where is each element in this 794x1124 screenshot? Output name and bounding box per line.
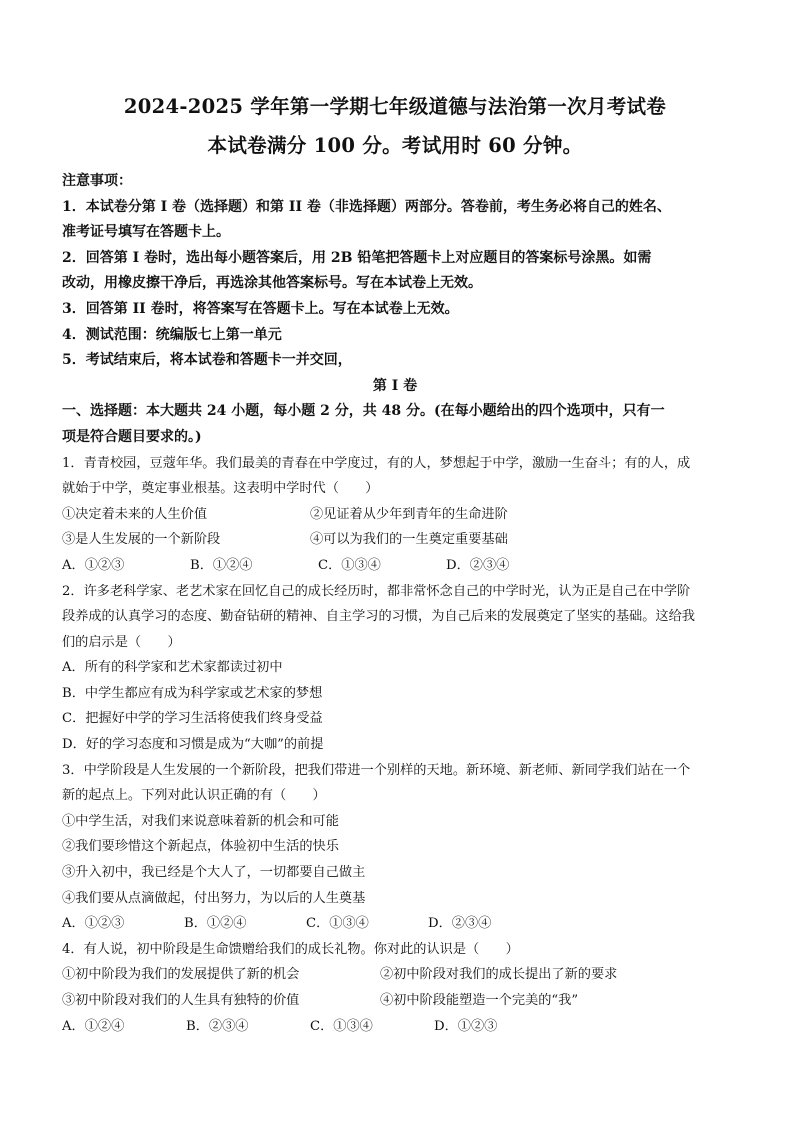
answer-option: C．①③④: [306, 916, 369, 932]
answer-options: [62, 911, 728, 937]
question-item: ②见证着从少年到青年的生命进阶: [310, 506, 508, 522]
question-stem: 们的启示是（ ）: [62, 634, 181, 650]
answer-option: C．①③④: [310, 1018, 373, 1034]
answer-options: [62, 553, 728, 579]
notes-block: [62, 169, 728, 374]
answer-option: B．中学生都应有成为科学家或艺术家的梦想: [62, 685, 323, 701]
page-subtitle: 本试卷满分 100 分。考试用时 60 分钟。: [207, 134, 583, 157]
question-item: ①中学生活，对我们来说意味着新的机会和可能: [62, 813, 339, 829]
answer-option: C．①③④: [318, 557, 381, 573]
notes-line: 1．本试卷分第 I 卷（选择题）和第 II 卷（非选择题）两部分。答卷前，考生务必将自己的姓名、: [62, 198, 671, 215]
question-stem: 新的起点上。下列对此认识正确的有（ ）: [62, 788, 326, 804]
notes-line: 准考证号填写在答题卡上。: [62, 224, 230, 241]
notes-line: 改动，用橡皮擦干净后，再选涂其他答案标号。写在本试卷上无效。: [62, 275, 482, 292]
question-item: ②初中阶段对我们的成长提出了新的要求: [380, 967, 618, 983]
question-items-row: [62, 962, 728, 988]
question-stem: 4．有人说，初中阶段是生命馈赠给我们的成长礼物。你对此的认识是（ ）: [62, 941, 519, 957]
page-title: 2024-2025 学年第一学期七年级道德与法治第一次月考试卷: [123, 95, 667, 118]
section-label: 第 I 卷: [372, 377, 418, 394]
question-items-row: [62, 988, 728, 1014]
question-2: [62, 579, 728, 758]
notes-line: 3．回答第 II 卷时，将答案写在答题卡上。写在本试卷上无效。: [62, 300, 459, 317]
question-stem: 3．中学阶段是人生发展的一个新阶段，把我们带进一个别样的天地。新环境、新老师、新同学我们站在一个: [62, 762, 691, 778]
answer-option: B．①②④: [184, 916, 247, 932]
question-items-row: [62, 527, 728, 553]
answer-option: D．②③④: [446, 557, 510, 573]
question-item: ④我们要从点滴做起，付出努力，为以后的人生奠基: [62, 890, 366, 906]
question-item: ①决定着未来的人生价值: [62, 506, 208, 522]
notes-heading: 注意事项：: [62, 173, 132, 189]
section-intro: 一、选择题：本大题共 24 小题，每小题 2 分，共 48 分。(在每小题给出的四个选项中，只有一: [62, 403, 665, 420]
answer-option: D．好的学习态度和习惯是成为“大咖”的前提: [62, 737, 324, 753]
question-item: ③初中阶段对我们的人生具有独特的价值: [62, 993, 300, 1008]
answer-option: D．②③④: [428, 916, 492, 932]
question-item: ①初中阶段为我们的发展提供了新的机会: [62, 967, 300, 983]
answer-option: A．①②④: [62, 1018, 125, 1034]
answer-option: A．所有的科学家和艺术家都读过初中: [62, 660, 283, 676]
question-item: ③升入初中，我已经是个大人了，一切都要自己做主: [62, 865, 366, 881]
question-stem: 段养成的认真学习的态度、勤奋钻研的精神、自主学习的习惯，为自己后来的发展奠定了坚实的基础。这给我: [62, 609, 695, 625]
question-stem: 就始于中学，奠定事业根基。这表明中学时代（ ）: [62, 481, 379, 497]
question-stem: 1．青青校园，豆蔻年华。我们最美的青春在中学度过，有的人，梦想起于中学，激励一生奋斗；有的人，成: [62, 455, 691, 471]
question-1: [62, 451, 728, 579]
answer-option: D．①②③: [434, 1018, 498, 1034]
question-item: ②我们要珍惜这个新起点，体验初中生活的快乐: [62, 839, 339, 855]
notes-line: 5．考试结束后，将本试卷和答题卡一并交回，: [62, 352, 352, 369]
answer-option: A．①②③: [62, 557, 125, 573]
section-intro: 项是符合题目要求的。): [62, 428, 202, 445]
question-items-row: [62, 502, 728, 528]
answer-option: A．①②③: [62, 916, 125, 932]
question-item: ③是人生发展的一个新阶段: [62, 532, 221, 548]
question-item: ④初中阶段能塑造一个完美的“我”: [380, 993, 579, 1008]
answer-option: B．①②④: [190, 557, 253, 573]
question-item: ④可以为我们的一生奠定重要基础: [310, 532, 508, 548]
question-3: [62, 758, 728, 937]
answer-options: [62, 1014, 728, 1040]
question-stem: 2．许多老科学家、老艺术家在回忆自己的成长经历时，都非常怀念自己的中学时光，认为正是自己在中学阶: [62, 583, 691, 599]
answer-option: B．②③④: [186, 1018, 249, 1034]
question-4: [62, 937, 728, 1039]
answer-option: C．把握好中学的学习生活将使我们终身受益: [62, 711, 323, 727]
notes-line: 2．回答第 I 卷时，选出每小题答案后，用 2B 铅笔把答题卡上对应题目的答案标号涂黑。如需: [62, 249, 652, 266]
notes-line: 4．测试范围：统编版七上第一单元: [62, 326, 282, 343]
